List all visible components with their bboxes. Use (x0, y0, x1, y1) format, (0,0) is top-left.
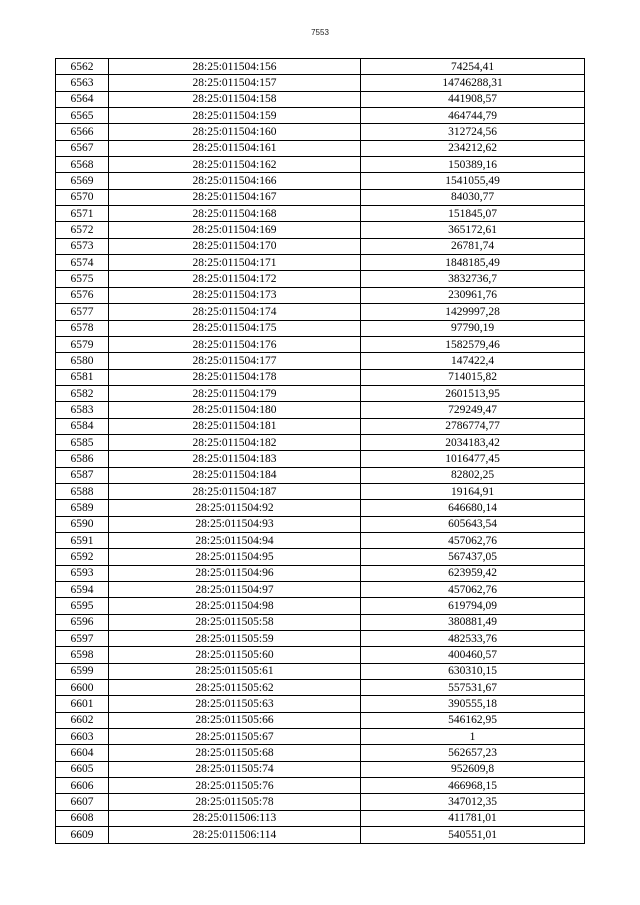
cadastral-value-cell: 2786774,77 (361, 418, 585, 434)
page-number: 7553 (311, 28, 329, 37)
cadastral-number-cell: 28:25:011505:66 (109, 712, 361, 728)
table-row (56, 565, 585, 581)
row-number-cell: 6592 (56, 549, 109, 565)
cadastral-value-cell: 457062,76 (361, 582, 585, 598)
row-number-cell: 6586 (56, 451, 109, 467)
table-row (56, 75, 585, 91)
table-row (56, 614, 585, 630)
table-row (56, 385, 585, 401)
cadastral-number-cell: 28:25:011504:157 (109, 75, 361, 91)
table-row (56, 173, 585, 189)
cadastral-number-cell: 28:25:011504:167 (109, 189, 361, 205)
cadastral-value-cell: 147422,4 (361, 353, 585, 369)
row-number-cell: 6582 (56, 385, 109, 401)
table-row (56, 467, 585, 483)
cadastral-value-cell: 466968,15 (361, 778, 585, 794)
cadastral-value-cell: 19164,91 (361, 483, 585, 499)
cadastral-value-cell: 26781,74 (361, 238, 585, 254)
cadastral-number-cell: 28:25:011504:170 (109, 238, 361, 254)
row-number-cell: 6607 (56, 794, 109, 810)
cadastral-number-cell: 28:25:011504:94 (109, 532, 361, 548)
cadastral-value-cell: 74254,41 (361, 59, 585, 75)
table-row (56, 549, 585, 565)
table-row (56, 663, 585, 679)
row-number-cell: 6608 (56, 810, 109, 826)
table-row (56, 500, 585, 516)
row-number-cell: 6574 (56, 255, 109, 271)
cadastral-number-cell: 28:25:011504:93 (109, 516, 361, 532)
cadastral-value-cell: 464744,79 (361, 108, 585, 124)
table-row (56, 124, 585, 140)
row-number-cell: 6595 (56, 598, 109, 614)
table-row (56, 271, 585, 287)
cadastral-value-cell: 3832736,7 (361, 271, 585, 287)
cadastral-number-cell: 28:25:011505:78 (109, 794, 361, 810)
cadastral-number-cell: 28:25:011504:162 (109, 157, 361, 173)
table-row (56, 336, 585, 352)
table-row (56, 255, 585, 271)
table-row (56, 189, 585, 205)
row-number-cell: 6563 (56, 75, 109, 91)
cadastral-number-cell: 28:25:011504:156 (109, 59, 361, 75)
cadastral-value-cell: 400460,57 (361, 647, 585, 663)
cadastral-value-cell: 2601513,95 (361, 385, 585, 401)
row-number-cell: 6571 (56, 206, 109, 222)
row-number-cell: 6588 (56, 483, 109, 499)
table-row (56, 304, 585, 320)
cadastral-number-cell: 28:25:011504:178 (109, 369, 361, 385)
cadastral-value-cell: 1541055,49 (361, 173, 585, 189)
table-row (56, 108, 585, 124)
table-row (56, 320, 585, 336)
cadastral-value-cell: 380881,49 (361, 614, 585, 630)
cadastral-number-cell: 28:25:011505:59 (109, 631, 361, 647)
row-number-cell: 6566 (56, 124, 109, 140)
table-row (56, 761, 585, 777)
cadastral-number-cell: 28:25:011504:174 (109, 304, 361, 320)
table-row (56, 598, 585, 614)
table-row (56, 434, 585, 450)
row-number-cell: 6570 (56, 189, 109, 205)
cadastral-number-cell: 28:25:011505:74 (109, 761, 361, 777)
cadastral-number-cell: 28:25:011504:180 (109, 402, 361, 418)
cadastral-number-cell: 28:25:011505:67 (109, 729, 361, 745)
table-row (56, 516, 585, 532)
row-number-cell: 6580 (56, 353, 109, 369)
cadastral-number-cell: 28:25:011504:169 (109, 222, 361, 238)
cadastral-value-cell: 729249,47 (361, 402, 585, 418)
row-number-cell: 6594 (56, 582, 109, 598)
table-row (56, 729, 585, 745)
row-number-cell: 6581 (56, 369, 109, 385)
table-row (56, 483, 585, 499)
row-number-cell: 6605 (56, 761, 109, 777)
cadastral-value-cell: 411781,01 (361, 810, 585, 826)
table-row (56, 59, 585, 75)
cadastral-value-cell: 623959,42 (361, 565, 585, 581)
cadastral-value-cell: 14746288,31 (361, 75, 585, 91)
table-row (56, 140, 585, 156)
row-number-cell: 6598 (56, 647, 109, 663)
cadastral-value-cell: 441908,57 (361, 91, 585, 107)
cadastral-value-cell: 1016477,45 (361, 451, 585, 467)
table-row (56, 418, 585, 434)
table-row (56, 582, 585, 598)
cadastral-number-cell: 28:25:011504:158 (109, 91, 361, 107)
cadastral-value-cell: 482533,76 (361, 631, 585, 647)
cadastral-value-cell: 234212,62 (361, 140, 585, 156)
row-number-cell: 6583 (56, 402, 109, 418)
cadastral-number-cell: 28:25:011504:183 (109, 451, 361, 467)
row-number-cell: 6564 (56, 91, 109, 107)
cadastral-value-cell: 605643,54 (361, 516, 585, 532)
table-body (56, 59, 585, 844)
cadastral-number-cell: 28:25:011504:92 (109, 500, 361, 516)
cadastral-number-cell: 28:25:011505:68 (109, 745, 361, 761)
cadastral-number-cell: 28:25:011504:182 (109, 434, 361, 450)
cadastral-number-cell: 28:25:011504:97 (109, 582, 361, 598)
table-row (56, 402, 585, 418)
cadastral-value-cell: 230961,76 (361, 287, 585, 303)
cadastral-number-cell: 28:25:011504:176 (109, 336, 361, 352)
cadastral-value-cell: 1429997,28 (361, 304, 585, 320)
cadastral-value-cell: 1582579,46 (361, 336, 585, 352)
cadastral-number-cell: 28:25:011504:98 (109, 598, 361, 614)
table-row (56, 778, 585, 794)
table-row (56, 238, 585, 254)
cadastral-number-cell: 28:25:011504:173 (109, 287, 361, 303)
row-number-cell: 6575 (56, 271, 109, 287)
cadastral-value-cell: 2034183,42 (361, 434, 585, 450)
cadastral-value-cell: 365172,61 (361, 222, 585, 238)
cadastral-value-cell: 457062,76 (361, 532, 585, 548)
cadastral-value-cell: 347012,35 (361, 794, 585, 810)
cadastral-value-cell: 84030,77 (361, 189, 585, 205)
cadastral-value-cell: 150389,16 (361, 157, 585, 173)
row-number-cell: 6569 (56, 173, 109, 189)
cadastral-number-cell: 28:25:011504:172 (109, 271, 361, 287)
row-number-cell: 6565 (56, 108, 109, 124)
cadastral-value-cell: 646680,14 (361, 500, 585, 516)
cadastral-number-cell: 28:25:011504:184 (109, 467, 361, 483)
cadastral-value-cell: 1 (361, 729, 585, 745)
cadastral-value-cell: 567437,05 (361, 549, 585, 565)
cadastral-value-cell: 540551,01 (361, 827, 585, 843)
table-row (56, 680, 585, 696)
row-number-cell: 6573 (56, 238, 109, 254)
cadastral-value-cell: 97790,19 (361, 320, 585, 336)
table-row (56, 696, 585, 712)
row-number-cell: 6591 (56, 532, 109, 548)
cadastral-value-cell: 557531,67 (361, 680, 585, 696)
cadastral-number-cell: 28:25:011505:61 (109, 663, 361, 679)
table-row (56, 91, 585, 107)
row-number-cell: 6601 (56, 696, 109, 712)
cadastral-number-cell: 28:25:011504:177 (109, 353, 361, 369)
table-row (56, 647, 585, 663)
row-number-cell: 6572 (56, 222, 109, 238)
cadastral-number-cell: 28:25:011505:63 (109, 696, 361, 712)
cadastral-value-cell: 619794,09 (361, 598, 585, 614)
table-row (56, 745, 585, 761)
row-number-cell: 6597 (56, 631, 109, 647)
table-row (56, 287, 585, 303)
row-number-cell: 6584 (56, 418, 109, 434)
cadastral-number-cell: 28:25:011504:159 (109, 108, 361, 124)
row-number-cell: 6606 (56, 778, 109, 794)
table-row (56, 810, 585, 826)
cadastral-value-cell: 714015,82 (361, 369, 585, 385)
table-row (56, 353, 585, 369)
cadastral-number-cell: 28:25:011504:160 (109, 124, 361, 140)
row-number-cell: 6578 (56, 320, 109, 336)
cadastral-number-cell: 28:25:011504:161 (109, 140, 361, 156)
row-number-cell: 6568 (56, 157, 109, 173)
row-number-cell: 6585 (56, 434, 109, 450)
row-number-cell: 6562 (56, 59, 109, 75)
row-number-cell: 6599 (56, 663, 109, 679)
cadastral-number-cell: 28:25:011504:187 (109, 483, 361, 499)
row-number-cell: 6577 (56, 304, 109, 320)
cadastral-number-cell: 28:25:011504:96 (109, 565, 361, 581)
cadastral-value-cell: 82802,25 (361, 467, 585, 483)
cadastral-number-cell: 28:25:011506:113 (109, 810, 361, 826)
row-number-cell: 6589 (56, 500, 109, 516)
cadastral-number-cell: 28:25:011504:166 (109, 173, 361, 189)
row-number-cell: 6604 (56, 745, 109, 761)
row-number-cell: 6576 (56, 287, 109, 303)
cadastral-number-cell: 28:25:011504:171 (109, 255, 361, 271)
cadastral-number-cell: 28:25:011504:179 (109, 385, 361, 401)
table-row (56, 794, 585, 810)
table-row (56, 222, 585, 238)
cadastral-value-cell: 952609,8 (361, 761, 585, 777)
cadastral-number-cell: 28:25:011504:168 (109, 206, 361, 222)
cadastral-number-cell: 28:25:011504:181 (109, 418, 361, 434)
cadastral-value-cell: 390555,18 (361, 696, 585, 712)
row-number-cell: 6593 (56, 565, 109, 581)
table-row (56, 451, 585, 467)
table-row (56, 631, 585, 647)
table-row (56, 369, 585, 385)
row-number-cell: 6600 (56, 680, 109, 696)
table-row (56, 206, 585, 222)
row-number-cell: 6587 (56, 467, 109, 483)
cadastral-number-cell: 28:25:011505:58 (109, 614, 361, 630)
row-number-cell: 6579 (56, 336, 109, 352)
cadastral-number-cell: 28:25:011504:95 (109, 549, 361, 565)
cadastral-value-cell: 1848185,49 (361, 255, 585, 271)
cadastral-number-cell: 28:25:011505:60 (109, 647, 361, 663)
row-number-cell: 6590 (56, 516, 109, 532)
cadastral-number-cell: 28:25:011504:175 (109, 320, 361, 336)
cadastral-value-table (55, 58, 585, 844)
cadastral-value-cell: 630310,15 (361, 663, 585, 679)
cadastral-value-cell: 151845,07 (361, 206, 585, 222)
row-number-cell: 6567 (56, 140, 109, 156)
cadastral-value-cell: 312724,56 (361, 124, 585, 140)
table-row (56, 532, 585, 548)
row-number-cell: 6609 (56, 827, 109, 843)
row-number-cell: 6596 (56, 614, 109, 630)
table-row (56, 157, 585, 173)
row-number-cell: 6602 (56, 712, 109, 728)
cadastral-number-cell: 28:25:011505:62 (109, 680, 361, 696)
cadastral-number-cell: 28:25:011505:76 (109, 778, 361, 794)
cadastral-number-cell: 28:25:011506:114 (109, 827, 361, 843)
table-row (56, 827, 585, 843)
table-row (56, 712, 585, 728)
cadastral-value-cell: 546162,95 (361, 712, 585, 728)
cadastral-value-cell: 562657,23 (361, 745, 585, 761)
row-number-cell: 6603 (56, 729, 109, 745)
